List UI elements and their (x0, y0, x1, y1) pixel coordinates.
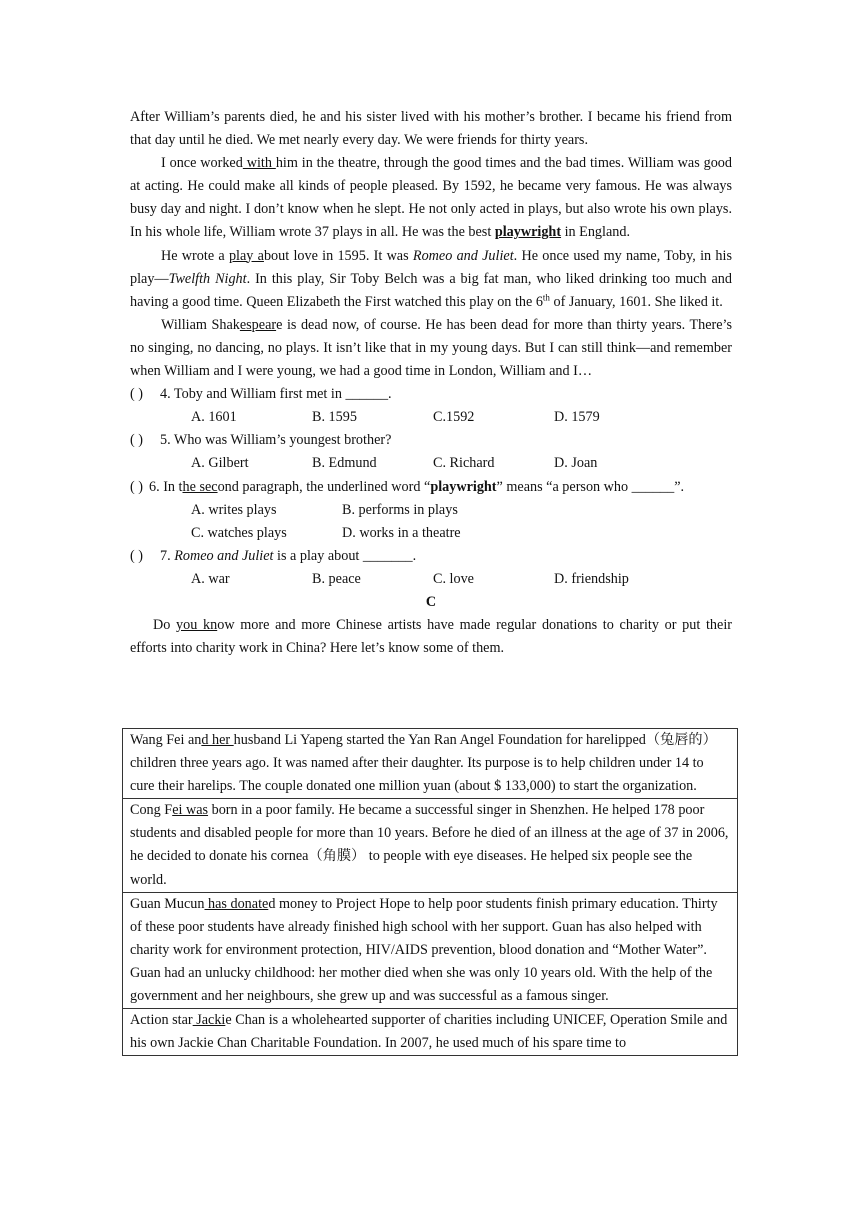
option-b[interactable]: B. 1595 (312, 409, 357, 426)
passage-b-paragraph-3 (130, 245, 732, 314)
text-run: I once worked (161, 155, 243, 172)
question-7 (130, 545, 732, 591)
passage-b-paragraph-4 (130, 314, 732, 383)
question-5 (130, 429, 732, 475)
text-run: . He once used my name, Toby, in his play— (130, 247, 732, 287)
superscript: th (542, 292, 550, 303)
option-c[interactable]: C. love (433, 570, 474, 587)
play-title: Romeo and Juliet (174, 547, 274, 564)
text-run: of January, 1601. She liked it. (549, 293, 723, 310)
underlined-text: with (242, 155, 276, 172)
option-a[interactable]: A. writes plays (191, 501, 277, 518)
table-row (123, 799, 738, 892)
underlined-text: has donate (204, 895, 269, 912)
text-run: e is dead now, of course. He has been dead for more than thirty years. There’s no singing, no dancing, no plays. It isn’t like that in my young days. But I can still think—and remember when William and I were young, we had a good time in London, William and I… (130, 316, 733, 380)
text-run: e Chan is a wholehearted supporter of charities including UNICEF, Operation Smile and his own Jackie Chan Charitable Foundation. In 2007, he used much of his spare time to (130, 1012, 728, 1052)
text-run: ond paragraph, the underlined word “ (217, 478, 431, 495)
play-title: Twelfth Night (168, 270, 247, 287)
answer-blank[interactable]: ( ) (130, 386, 143, 403)
option-d[interactable]: D. 1579 (554, 409, 600, 426)
option-a[interactable]: A. war (191, 570, 230, 587)
table-cell (123, 1009, 738, 1056)
underlined-text: ei was (172, 802, 209, 819)
table-cell (123, 892, 738, 1008)
text-run: born in a poor family. He became a successful singer in Shenzhen. He helped 178 poor students and disabled people for more than 10 years. Before he died of an illness at the age of 37 in 2006, he decided to donate his cornea（角膜） to people with eye diseases. He helped six people see the world. (130, 802, 729, 888)
answer-blank[interactable]: ( ) (130, 478, 143, 495)
text-run: 6. In t (149, 478, 183, 495)
option-d[interactable]: D. works in a theatre (342, 524, 461, 541)
underlined-text: you kn (176, 617, 218, 634)
text-run: Guan Mucun (130, 895, 205, 912)
text-run: ” means “a person who ______”. (496, 478, 685, 495)
table-row (123, 1009, 738, 1056)
text-run: in England. (561, 224, 631, 241)
question-6 (130, 476, 732, 545)
bold-word: playwright (430, 478, 497, 495)
text-run: husband Li Yapeng started the Yan Ran Angel Foundation for harelipped（兔唇的） children three years ago. It was named after their daughter. Its purpose is to help children under 14 to cure their harelips. The couple donated one million yuan (about $ 133,000) to start the organization. (130, 732, 717, 795)
text-run: He wrote a (161, 247, 229, 264)
table-row (123, 892, 738, 1008)
artists-table (122, 728, 738, 1056)
option-b[interactable]: B. peace (312, 570, 361, 587)
underlined-word-playwright: playwright (494, 224, 562, 241)
text-run: Wang Fei an (130, 732, 202, 748)
text-run: Do (153, 617, 177, 634)
option-b[interactable]: B. Edmund (312, 455, 377, 472)
question-text: 4. Toby and William first met in ______. (160, 386, 392, 403)
option-d[interactable]: D. Joan (554, 455, 598, 472)
passage-b-paragraph-2 (130, 152, 732, 244)
text-run: Cong F (130, 802, 173, 819)
answer-blank[interactable]: ( ) (130, 547, 143, 564)
option-c[interactable]: C. watches plays (191, 524, 287, 541)
option-c[interactable]: C. Richard (433, 455, 495, 472)
question-text: 5. Who was William’s youngest brother? (160, 432, 392, 449)
table-cell (123, 799, 738, 892)
answer-blank[interactable]: ( ) (130, 432, 143, 449)
option-c[interactable]: C.1592 (433, 409, 475, 426)
section-c-intro (130, 614, 732, 660)
underlined-text: play a (228, 247, 264, 264)
text-run: William Shak (161, 316, 240, 333)
text-run: ow more and more Chinese artists have made regular donations to charity or put their efforts into charity work in China? Here let’s know some of them. (130, 617, 732, 657)
text-run: him in the theatre, through the good times and the bad times. William was good at acting. He could make all kinds of people pleased. By 1592, he became very famous. He was always busy day and night. I don’t know when he slept. He not only acted in plays, but also wrote his own plays. In his whole life, William wrote 37 plays in all. He was the best (130, 155, 732, 241)
table-cell (123, 729, 738, 799)
underlined-text: espear (239, 316, 277, 333)
play-title: Romeo and Juliet (412, 247, 514, 264)
option-a[interactable]: A. 1601 (191, 409, 237, 426)
option-b[interactable]: B. performs in plays (342, 501, 458, 518)
table-paragraph: Guan had an unlucky childhood: her mother died when she was only 10 years old. With the help of the government and her neighbours, she grew up and was successful as a famous singer. (130, 964, 713, 1005)
text-run: is a play about _______. (273, 547, 417, 564)
text-run: 7. (160, 547, 175, 564)
table-row (123, 729, 738, 799)
text-run: Action star (130, 1012, 193, 1029)
underlined-text: he sec (182, 478, 218, 495)
text-run: bout love in 1595. It was (263, 247, 413, 264)
passage-b-paragraph-1: After William’s parents died, he and his sister lived with his mother’s brother. I became his friend from that day until he died. We met nearly every day. We were friends for thirty years. (130, 109, 732, 149)
question-4 (130, 383, 732, 429)
option-d[interactable]: D. friendship (554, 570, 629, 587)
reading-passage (130, 106, 732, 660)
question-text (160, 545, 416, 568)
underlined-text: Jacki (192, 1012, 226, 1029)
text-run: . In this play, Sir Toby Belch was a big fat man, who liked drinking too much and having a good time. Queen Elizabeth the First watched this play on the 6 (130, 270, 732, 310)
option-a[interactable]: A. Gilbert (191, 455, 249, 472)
underlined-text: d her (201, 732, 234, 748)
section-c-heading: C (425, 593, 437, 610)
text-run: d money to Project Hope to help poor students finish primary education. Thirty of these poor students have already finished high school with her support. Guan has also helped with charity work for environment protection, HIV/AIDS prevention, blood donation and “Mother Water”. (130, 895, 718, 958)
